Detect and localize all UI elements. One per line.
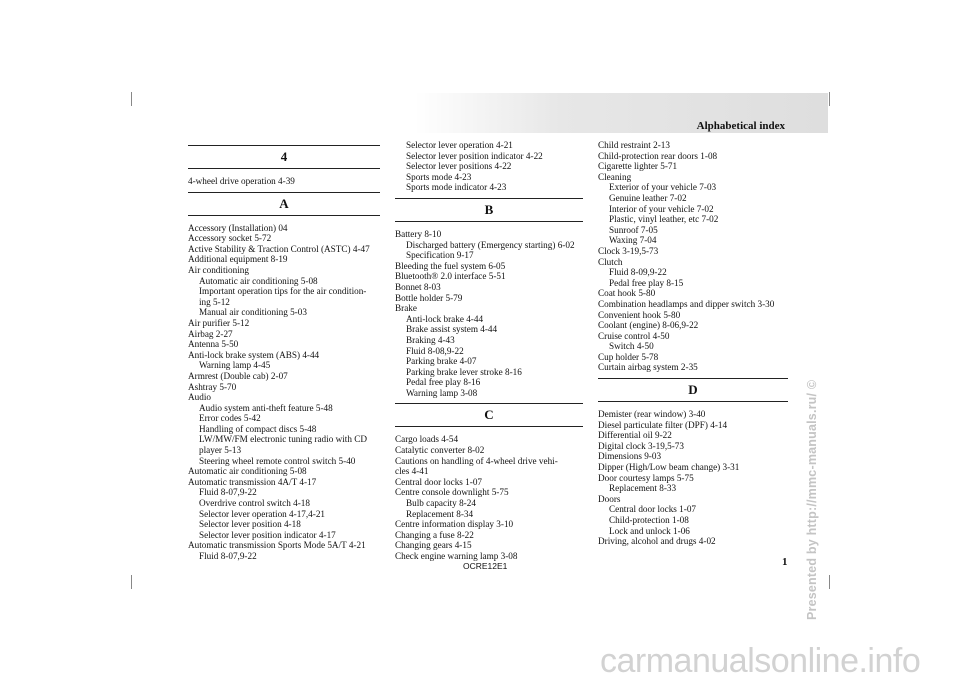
index-entry: Automatic transmission 4A/T 4-17 (188, 476, 317, 487)
index-entry: Dipper (High/Low beam change) 3-31 (598, 462, 740, 473)
crop-mark-bottom-right (829, 575, 830, 589)
index-entry: Cargo loads 4-54 (395, 434, 459, 445)
index-entry: Cruise control 4-50 (598, 330, 670, 341)
index-entry: Cup holder 5-78 (598, 351, 659, 362)
index-column-1 (188, 145, 380, 562)
index-subentry: Important operation tips for the air condition- (199, 286, 367, 297)
index-subentry: Child-protection 1-08 (609, 515, 689, 525)
index-entry: Curtain airbag system 2-35 (598, 362, 698, 373)
index-entry: Catalytic converter 8-02 (395, 445, 485, 456)
index-subentry: Discharged battery (Emergency starting) 6-02 (406, 239, 575, 250)
index-entry: Ashtray 5-70 (188, 381, 237, 392)
index-subentry: Replacement 8-33 (609, 483, 677, 494)
index-entry: Bonnet 8-03 (395, 281, 441, 292)
brand-watermark: carmanualsonline.info (600, 642, 921, 680)
page-title: Alphabetical index (696, 120, 785, 132)
index-entry: Automatic transmission Sports Mode 5A/T 4-21 (188, 540, 366, 551)
index-subentry: Specification 9-17 (406, 250, 474, 261)
index-subentry: Lock and unlock 1-06 (609, 525, 690, 536)
index-subentry: Warning lamp 4-45 (199, 360, 271, 371)
index-subentry: Fluid 8-09,9-22 (609, 267, 667, 278)
index-entry: Coat hook 5-80 (598, 288, 656, 299)
index-entry: cles 4-41 (395, 466, 429, 477)
index-entry: Air conditioning (188, 264, 249, 275)
index-entry: Additional equipment 8-19 (188, 254, 288, 265)
index-subentry: Parking brake lever stroke 8-16 (406, 366, 522, 377)
index-entry: Differential oil 9-22 (598, 430, 672, 441)
index-entry: Anti-lock brake system (ABS) 4-44 (188, 349, 320, 360)
index-subentry: Manual air conditioning 5-03 (199, 307, 307, 318)
index-subentry: Selector lever position indicator 4-22 (406, 150, 543, 161)
index-subentry: Handling of compact discs 5-48 (199, 423, 317, 434)
index-subentry: Waxing 7-04 (609, 235, 657, 246)
index-entry: Accessory socket 5-72 (188, 233, 272, 244)
index-subentry: Anti-lock brake 4-44 (406, 313, 484, 324)
section-letter-heading: C (395, 403, 583, 427)
index-subentry: Sports mode indicator 4-23 (406, 182, 507, 193)
crop-mark-top-right (829, 92, 830, 106)
index-entry: Driving, alcohol and drugs 4-02 (598, 536, 716, 547)
document-code: OCRE12E1 (463, 561, 508, 571)
index-subentry: Selector lever position 4-18 (199, 519, 301, 530)
index-entry: Changing a fuse 8-22 (395, 529, 474, 540)
index-entry: Check engine warning lamp 3-08 (395, 551, 518, 561)
index-entry: Child restraint 2-13 (598, 140, 670, 150)
index-subentry: Selector lever operation 4-21 (406, 140, 513, 150)
section-letter-heading: A (188, 192, 380, 216)
index-subentry: Bulb capacity 8-24 (406, 498, 476, 509)
index-entry: Doors (598, 493, 621, 504)
index-subentry: Audio system anti-theft feature 5-48 (199, 402, 333, 413)
index-entry: Child-protection rear doors 1-08 (598, 150, 718, 161)
index-entry: Demister (rear window) 3-40 (598, 409, 706, 420)
index-subentry: Exterior of your vehicle 7-03 (609, 182, 717, 193)
index-subentry: Fluid 8-07,9-22 (199, 487, 257, 498)
index-subentry: player 5-13 (199, 445, 242, 456)
crop-mark-top-left (131, 92, 132, 106)
index-subentry: Selector lever positions 4-22 (406, 161, 512, 172)
index-entry: Cigarette lighter 5-71 (598, 161, 678, 172)
index-entry: Antenna 5-50 (188, 339, 239, 350)
index-entry: Changing gears 4-15 (395, 540, 472, 551)
index-subentry: Fluid 8-07,9-22 (199, 551, 257, 561)
index-entry: Digital clock 3-19,5-73 (598, 440, 684, 451)
section-letter-heading: D (598, 378, 788, 402)
index-subentry: Error codes 5-42 (199, 413, 261, 424)
index-entry: Central door locks 1-07 (395, 476, 483, 487)
index-entry: Diesel particulate filter (DPF) 4-14 (598, 419, 728, 430)
index-subentry: Central door locks 1-07 (609, 504, 697, 515)
index-subentry: Plastic, vinyl leather, etc 7-02 (609, 214, 719, 225)
index-entry: Active Stability & Traction Control (ASTC) 4-47 (188, 243, 370, 254)
index-subentry: Pedal free play 8-16 (406, 377, 481, 388)
index-subentry: Selector lever operation 4-17,4-21 (199, 508, 326, 519)
index-entry: Battery 8-10 (395, 228, 442, 239)
index-subentry: Parking brake 4-07 (406, 356, 477, 367)
page-number: 1 (782, 556, 788, 568)
index-subentry: LW/MW/FM electronic tuning radio with CD (199, 434, 367, 445)
index-entry: Cautions on handling of 4-wheel drive vehi- (395, 455, 558, 466)
index-entry: Audio (188, 392, 211, 403)
index-subentry: ing 5-12 (199, 296, 230, 307)
index-subentry: Automatic air conditioning 5-08 (199, 275, 318, 286)
index-entry: Air purifier 5-12 (188, 317, 250, 328)
index-subentry: Interior of your vehicle 7-02 (609, 203, 714, 214)
index-entry: Dimensions 9-03 (598, 451, 662, 462)
index-entry: Centre information display 3-10 (395, 519, 514, 530)
index-subentry: Selector lever position indicator 4-17 (199, 529, 336, 540)
section-letter-heading: 4 (188, 145, 380, 169)
index-entry: Clutch (598, 256, 623, 267)
index-entry: Accessory (Installation) 04 (188, 222, 288, 233)
index-subentry: Switch 4-50 (609, 341, 654, 352)
index-entry: Bleeding the fuel system 6-05 (395, 260, 506, 271)
index-column-3 (598, 140, 788, 547)
index-entry: Bottle holder 5-79 (395, 292, 463, 303)
index-subentry: Warning lamp 3-08 (406, 387, 478, 398)
index-entry: Door courtesy lamps 5-75 (598, 472, 694, 483)
index-entry: Brake (395, 303, 417, 314)
index-entry: Armrest (Double cab) 2-07 (188, 370, 288, 381)
index-entry: Bluetooth® 2.0 interface 5-51 (395, 271, 506, 282)
index-subentry: Brake assist system 4-44 (406, 324, 498, 335)
index-subentry: Pedal free play 8-15 (609, 277, 684, 288)
index-entry: Convenient hook 5-80 (598, 309, 681, 320)
index-subentry: Sunroof 7-05 (609, 224, 658, 235)
index-entry: Cleaning (598, 171, 632, 182)
section-letter-heading: B (395, 198, 583, 222)
index-subentry: Replacement 8-34 (406, 508, 474, 519)
watermark-text: Presented by http://mmc-manuals.ru/ © (805, 379, 819, 620)
index-subentry: Fluid 8-08,9-22 (406, 345, 464, 356)
index-subentry: Genuine leather 7-02 (609, 192, 687, 203)
index-entry: 4-wheel drive operation 4-39 (188, 176, 295, 186)
index-entry: Coolant (engine) 8-06,9-22 (598, 320, 699, 331)
index-subentry: Steering wheel remote control switch 5-40 (199, 455, 356, 466)
index-column-2 (395, 140, 583, 562)
index-entry: Airbag 2-27 (188, 328, 233, 339)
index-subentry: Overdrive control switch 4-18 (199, 498, 310, 509)
index-entry: Automatic air conditioning 5-08 (188, 466, 307, 477)
index-subentry: Sports mode 4-23 (406, 171, 472, 182)
index-entry: Clock 3-19,5-73 (598, 245, 659, 256)
index-entry: Centre console downlight 5-75 (395, 487, 509, 498)
crop-mark-bottom-left (131, 575, 132, 589)
index-subentry: Braking 4-43 (406, 334, 455, 345)
index-entry: Combination headlamps and dipper switch 3-30 (598, 298, 775, 309)
